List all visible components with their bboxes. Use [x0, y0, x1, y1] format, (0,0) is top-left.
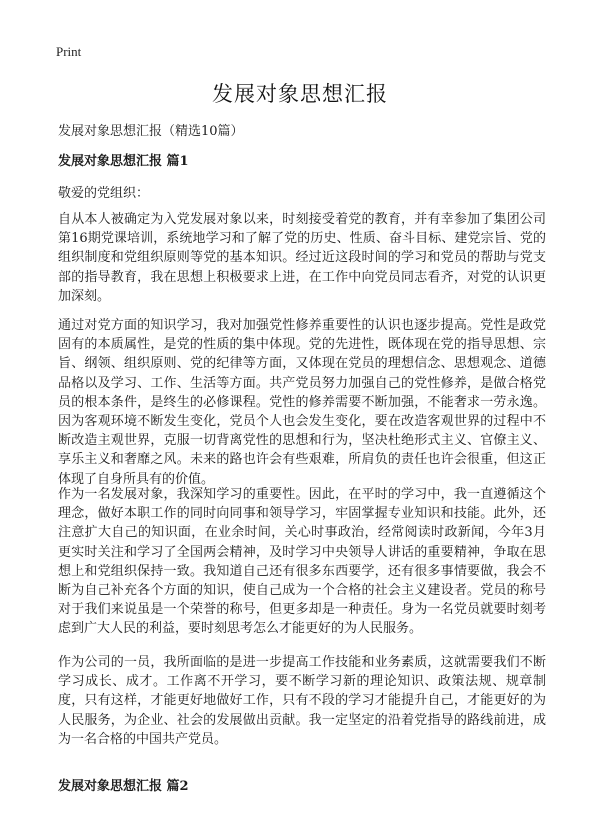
section-heading-1: 发展对象思想汇报 篇1: [58, 154, 189, 169]
print-label: Print: [56, 44, 82, 59]
section-heading-2: 发展对象思想汇报 篇2: [58, 779, 189, 794]
document-subtitle: 发展对象思想汇报（精选10篇）: [58, 124, 244, 139]
body-paragraph-3: 作为一名发展对象，我深知学习的重要性。因此，在平时的学习中，我一直遵循这个理念，做好本职工作的同时向同事和领导学习，牢固掌握专业知识和技能。此外，还注意扩大自己的知识面，在业余时间，关心时事政治，经常阅读时政新闻，今年3月更实时关注和学习了全国两会精神，及时学习中央领导人讲话的重要精神，争取在思想上和党组织保持一致。我知道自己还有很多东西要学，还有很多事情要做，我会不断为自己补充各个方面的知识，使自己成为一个合格的社会主义建设者。党员的称号对于我们来说虽是一个荣誉的称号，但更多却是一种责任。身为一名党员就要时刻考虑到广大人民的利益，要时刻思考怎么才能更好的为人民服务。: [58, 487, 546, 637]
document-title: 发展对象思想汇报: [212, 82, 388, 106]
body-paragraph-4: 作为公司的一员，我所面临的是进一步提高工作技能和业务素质，这就需要我们不断学习成长、成才。工作离不开学习，要不断学习新的理论知识、政策法规、规章制度，只有这样，才能更好地做好工作，只有不段的学习才能提升自己，才能更好的为人民服务，为企业、社会的发展做出贡献。我一定坚定的沿着党指导的路线前进，成为一名合格的中国共产党员。: [58, 655, 546, 747]
body-paragraph-1: 自从本人被确定为入党发展对象以来，时刻接受着党的教育，并有幸参加了集团公司第16期党课培训，系统地学习和了解了党的历史、性质、奋斗目标、建党宗旨、党的组织制度和党组织原则等党的基本知识。经过近这段时间的学习和党员的帮助与党支部的指导教育，我在思想上积极要求上进，在工作中向党员同志看齐，对党的认识更加深刻。: [58, 212, 546, 304]
body-paragraph-2: 通过对党方面的知识学习，我对加强党性修养重要性的认识也逐步提高。党性是政党固有的本质属性，是党的性质的集中体现。党的先进性，既体现在党的指导思想、宗旨、纲领、组织原则、党的纪律等方面，又体现在党员的理想信念、思想观念、道德品格以及学习、工作、生活等方面。共产党员努力加强自己的党性修养，是做合格党员的根本条件，是终生的必修课程。党性的修养需要不断加强，不能奢求一劳永逸。因为客观环境不断发生变化，党员个人也会发生变化，要在改造客观世界的过程中不断改造主观世界，克服一切背离党性的思想和行为，坚决杜绝形式主义、官僚主义、享乐主义和奢靡之风。未来的路也许会有些艰难，所肩负的责任也许会很重，但这正体现了自身所具有的价值。: [58, 318, 546, 487]
greeting-line: 敬爱的党组织：: [58, 186, 150, 201]
